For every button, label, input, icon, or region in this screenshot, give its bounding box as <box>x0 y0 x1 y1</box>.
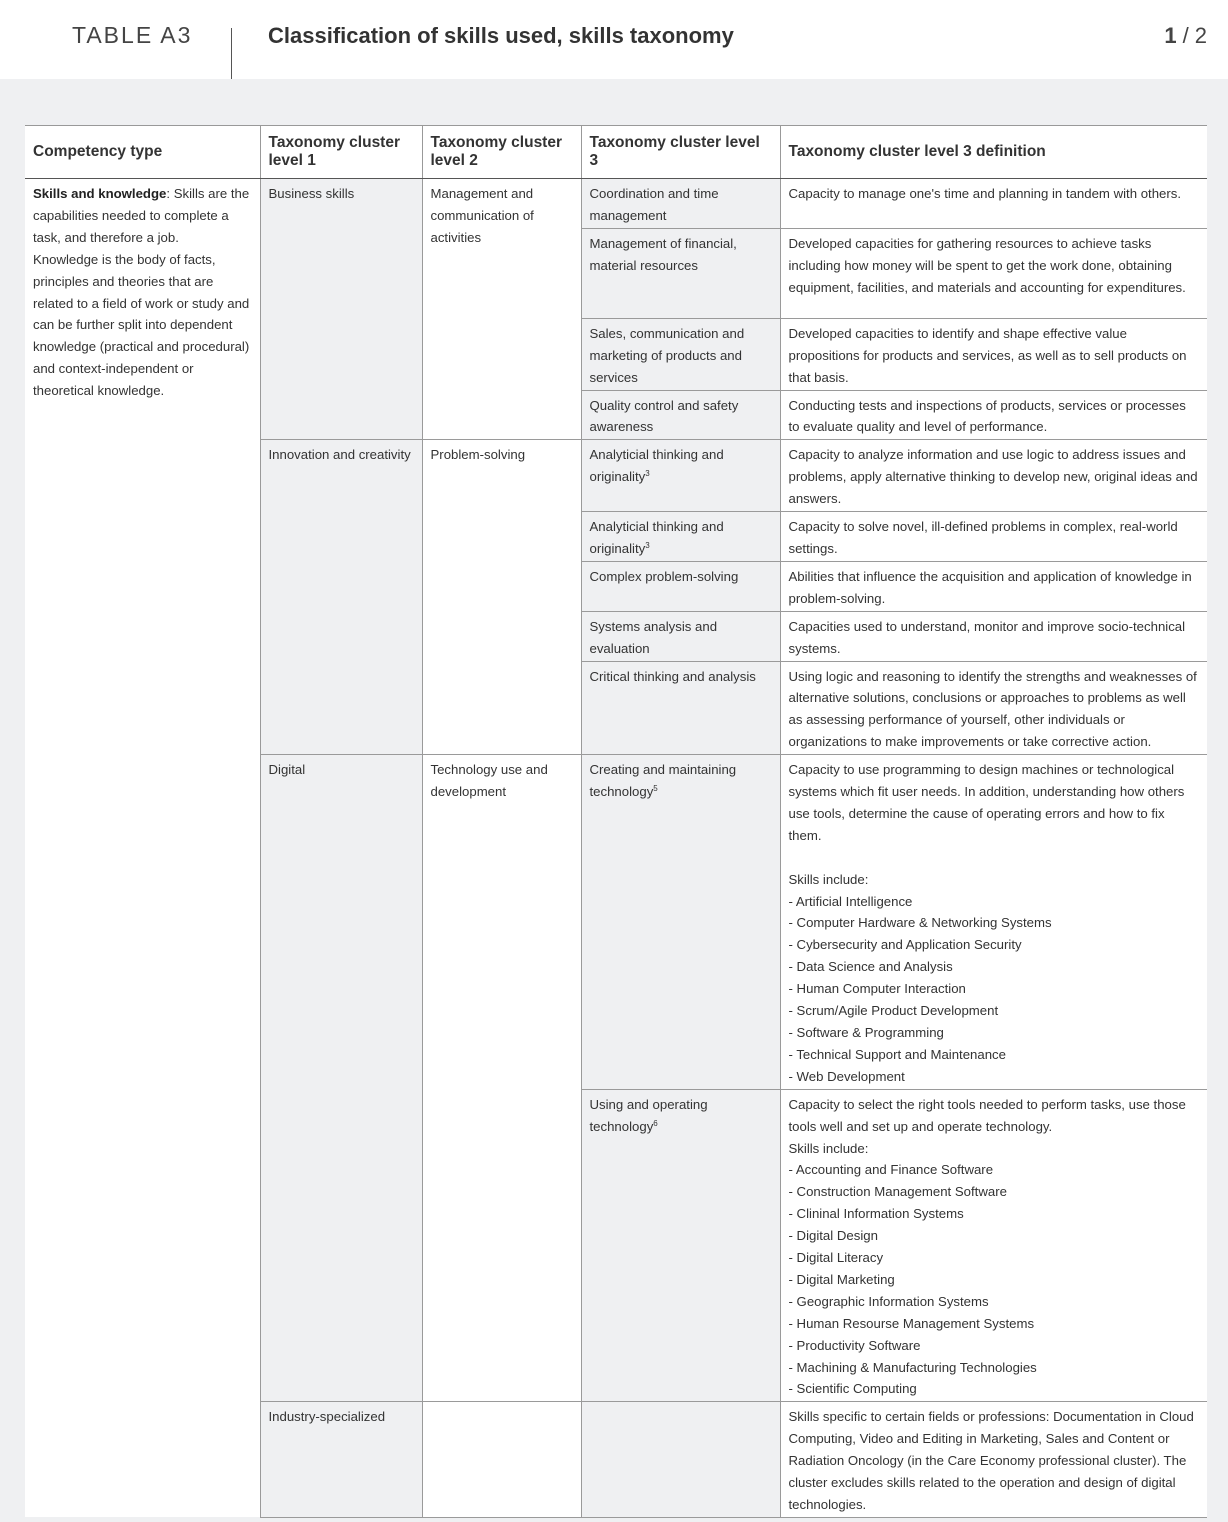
page-total: 2 <box>1194 23 1207 48</box>
level3-cell <box>581 755 780 1090</box>
definition-cell: Capacities used to understand, monitor and improve socio-technical systems. <box>780 611 1207 661</box>
level1-cell: Industry-specialized <box>260 1402 422 1518</box>
skill-item: - Computer Hardware & Networking Systems <box>788 915 1052 931</box>
level1-cell: Digital <box>260 755 422 1402</box>
skill-item: - Construction Management Software <box>788 1184 1007 1200</box>
skill-item: - Software & Programming <box>788 1024 944 1040</box>
skill-item: - Human Resourse Management Systems <box>788 1315 1035 1331</box>
level2-cell: Technology use and development <box>422 755 581 1402</box>
knowledge-text: Knowledge is the body of facts, principles and theories that are related to a field of work or study and can be further split into dependent knowledge (practical and procedural) and context-independent or theoretical knowledge. <box>33 251 250 399</box>
skill-item: - Web Development <box>788 1068 905 1084</box>
skill-item: - Human Computer Interaction <box>788 981 966 997</box>
definition-cell: Capacity to analyze information and use logic to address issues and problems, apply alternative thinking to develop new, original ideas and answers. <box>780 440 1207 512</box>
footnote-marker: 6 <box>653 1118 658 1128</box>
level3-cell <box>581 1089 780 1402</box>
page-separator: / <box>1182 23 1189 48</box>
skills-include-label: Skills include: <box>788 1140 869 1156</box>
skill-item: - Productivity Software <box>788 1337 921 1353</box>
definition-cell: Capacity to manage one's time and planning in tandem with others. <box>780 179 1207 229</box>
level2-cell <box>422 1402 581 1518</box>
level3-cell: Coordination and time management <box>581 179 780 229</box>
header-divider <box>231 28 232 79</box>
competency-text: : Skills are the capabilities needed to complete a task, and therefore a job. <box>33 186 250 245</box>
definition-cell: Skills specific to certain fields or professions: Documentation in Cloud Computing, Video and Editing in Marketing, Sales and Content or Radiation Oncology (in the Care Economy professional cluster). The cluster excludes skills related to the operation and design of digital technologies. <box>780 1402 1207 1518</box>
level3-cell: Complex problem-solving <box>581 561 780 611</box>
level2-cell: Problem-solving <box>422 440 581 755</box>
skill-item: - Accounting and Finance Software <box>788 1162 994 1178</box>
footnote-marker: 3 <box>645 469 650 479</box>
definition-cell: Conducting tests and inspections of products, services or processes to evaluate quality and level of performance. <box>780 390 1207 440</box>
competency-label: Skills and knowledge <box>33 186 167 201</box>
table-row <box>25 179 1207 229</box>
column-header-level1: Taxonomy cluster level 1 <box>260 126 422 179</box>
skill-item: - Digital Literacy <box>788 1250 884 1266</box>
skill-item: - Machining & Manufacturing Technologies <box>788 1359 1037 1375</box>
level1-cell: Innovation and creativity <box>260 440 422 755</box>
column-header-definition: Taxonomy cluster level 3 definition <box>780 126 1207 179</box>
level3-label: Using and operating technology <box>589 1096 708 1134</box>
table-header-row <box>25 126 1207 179</box>
level2-cell: Management and communication of activities <box>422 179 581 440</box>
definition-text: Capacity to use programming to design machines or technological systems which fit user needs. In addition, understanding how others use tools, determine the cause of operating errors and how to fix them. <box>788 762 1185 843</box>
competency-cell <box>25 179 260 1518</box>
skill-item: - Data Science and Analysis <box>788 959 953 975</box>
footnote-marker: 5 <box>653 784 658 794</box>
level3-cell: Critical thinking and analysis <box>581 661 780 755</box>
level3-label: Creating and maintaining technology <box>589 762 737 800</box>
skill-item: - Cybersecurity and Application Security <box>788 937 1022 953</box>
level3-cell: Quality control and safety awareness <box>581 390 780 440</box>
level3-cell: Systems analysis and evaluation <box>581 611 780 661</box>
skill-item: - Scrum/Agile Product Development <box>788 1003 999 1019</box>
skill-item: - Artificial Intelligence <box>788 893 913 909</box>
spacer <box>789 847 1200 869</box>
page-indicator <box>1164 23 1207 49</box>
skill-item: - Clininal Information Systems <box>788 1206 964 1222</box>
definition-text: Capacity to select the right tools needed to perform tasks, use those tools well and set up and operate technology. <box>788 1096 1186 1134</box>
level1-cell: Business skills <box>260 179 422 440</box>
skill-item: - Digital Design <box>788 1228 878 1244</box>
level3-label: Analyticial thinking and originality <box>589 447 724 485</box>
column-header-level2: Taxonomy cluster level 2 <box>422 126 581 179</box>
column-header-level3: Taxonomy cluster level 3 <box>581 126 780 179</box>
definition-cell <box>780 755 1207 1090</box>
page-title: Classification of skills used, skills taxonomy <box>268 23 734 48</box>
level3-cell <box>581 512 780 562</box>
skill-item: - Geographic Information Systems <box>788 1293 989 1309</box>
page-current: 1 <box>1164 23 1177 48</box>
definition-cell: Developed capacities for gathering resources to achieve tasks including how money will be spent to get the work done, obtaining equipment, facilities, and materials and accounting for expenditures. <box>780 228 1207 318</box>
definition-cell: Capacity to solve novel, ill-defined problems in complex, real-world settings. <box>780 512 1207 562</box>
level3-cell: Sales, communication and marketing of products and services <box>581 318 780 390</box>
skills-include-label: Skills include: <box>788 871 869 887</box>
skill-item: - Digital Marketing <box>788 1271 895 1287</box>
page-header <box>0 0 1228 79</box>
definition-cell: Using logic and reasoning to identify the strengths and weaknesses of alternative solutions, conclusions or approaches to problems as well as assessing performance of yourself, other individuals or organizations to make improvements or take corrective action. <box>780 661 1207 755</box>
footnote-marker: 3 <box>645 540 650 550</box>
level3-cell: Management of financial, material resources <box>581 228 780 318</box>
table-label: TABLE A3 <box>72 22 193 48</box>
level3-label: Analyticial thinking and originality <box>589 519 724 556</box>
skills-taxonomy-table <box>25 125 1207 1518</box>
column-header-competency: Competency type <box>25 126 260 179</box>
level3-cell <box>581 440 780 512</box>
skill-item: - Scientific Computing <box>788 1381 917 1397</box>
definition-cell: Abilities that influence the acquisition and application of knowledge in problem-solving. <box>780 561 1207 611</box>
level3-cell <box>581 1402 780 1518</box>
skill-item: - Technical Support and Maintenance <box>788 1046 1006 1062</box>
definition-cell <box>780 1089 1207 1402</box>
definition-cell: Developed capacities to identify and shape effective value propositions for products and services, as well as to sell products on that basis. <box>780 318 1207 390</box>
